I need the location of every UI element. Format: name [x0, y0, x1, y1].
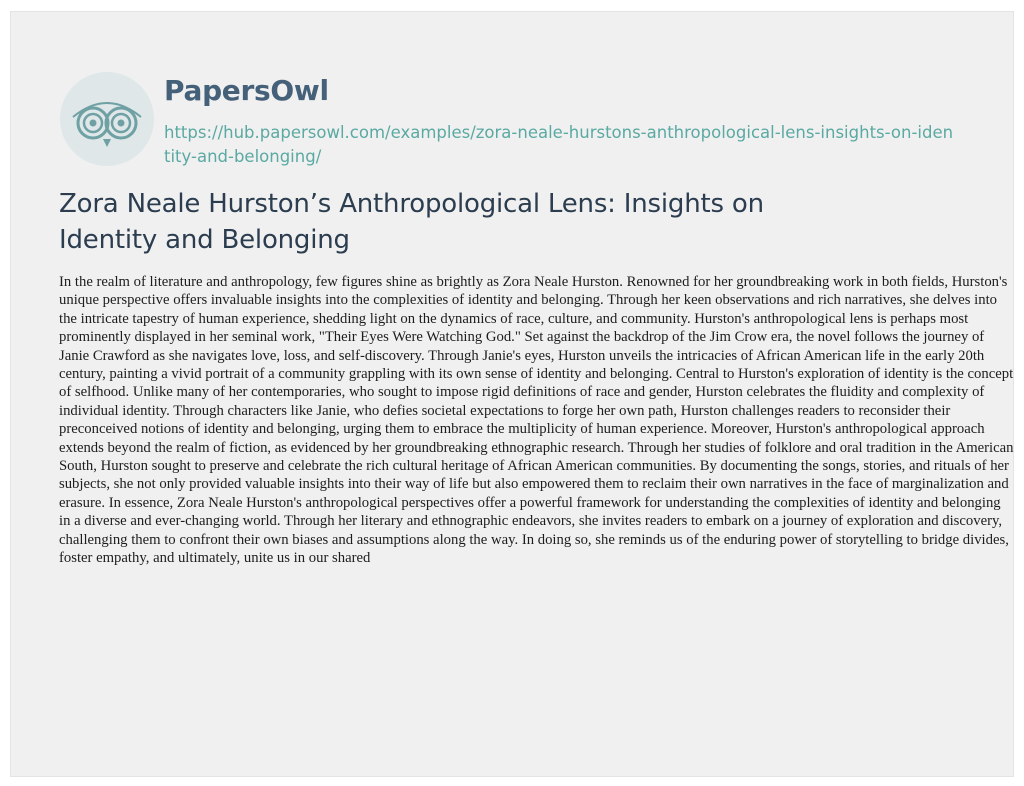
brand-name[interactable]: PapersOwl	[164, 74, 329, 107]
header	[59, 46, 959, 166]
source-url[interactable]: https://hub.papersowl.com/examples/zora-neale-hurstons-anthropological-lens-insights-on-identity-and-belonging/	[164, 123, 954, 166]
owl-eyes-icon	[59, 71, 155, 167]
page-frame	[10, 11, 1014, 777]
article-body: In the realm of literature and anthropology, few figures shine as brightly as Zora Neale Hurston. Renowned for her groundbreaking work in both fields, Hurston's unique perspective offers invaluable insights into the complexities of identity and belonging. Through her keen observations and rich narratives, she delves into the intricate tapestry of human experience, shedding light on the dynamics of race, culture, and community. Hurston's anthropological lens is perhaps most prominently displayed in her seminal work, "Their Eyes Were Watching God." Set against the backdrop of the Jim Crow era, the novel follows the journey of Janie Crawford as she navigates love, loss, and self-discovery. Through Janie's eyes, Hurston unveils the intricacies of African American life in the early 20th century, painting a vivid portrait of a community grappling with its own sense of identity and belonging. Central to Hurston's exploration of identity is the concept of selfhood. Unlike many of her contemporaries, who sought to impose rigid definitions of race and gender, Hurston celebrates the fluidity and complexity of individual identity. Through characters like Janie, who defies societal expectations to forge her own path, Hurston challenges readers to reconsider their preconceived notions of identity and belonging, urging them to embrace the multiplicity of human experience. Moreover, Hurston's anthropological approach extends beyond the realm of fiction, as evidenced by her groundbreaking ethnographic research. Through her studies of folklore and oral tradition in the American South, Hurston sought to preserve and celebrate the rich cultural heritage of African American communities. By documenting the songs, stories, and rituals of her subjects, she not only provided valuable insights into their way of life but also empowered them to reclaim their own narratives in the face of marginalization and erasure. In essence, Zora Neale Hurston's anthropological perspectives offer a powerful framework for understanding the complexities of identity and belonging in a diverse and ever-changing world. Through her literary and ethnographic endeavors, she invites readers to embark on a journey of exploration and discovery, challenging them to confront their own biases and assumptions along the way. In doing so, she reminds us of the enduring power of storytelling to bridge divides, foster empathy, and ultimately, unite us in our shared	[59, 274, 1014, 567]
article-title: Zora Neale Hurston’s Anthropological Lens: Insights on Identity and Belonging	[59, 189, 764, 255]
